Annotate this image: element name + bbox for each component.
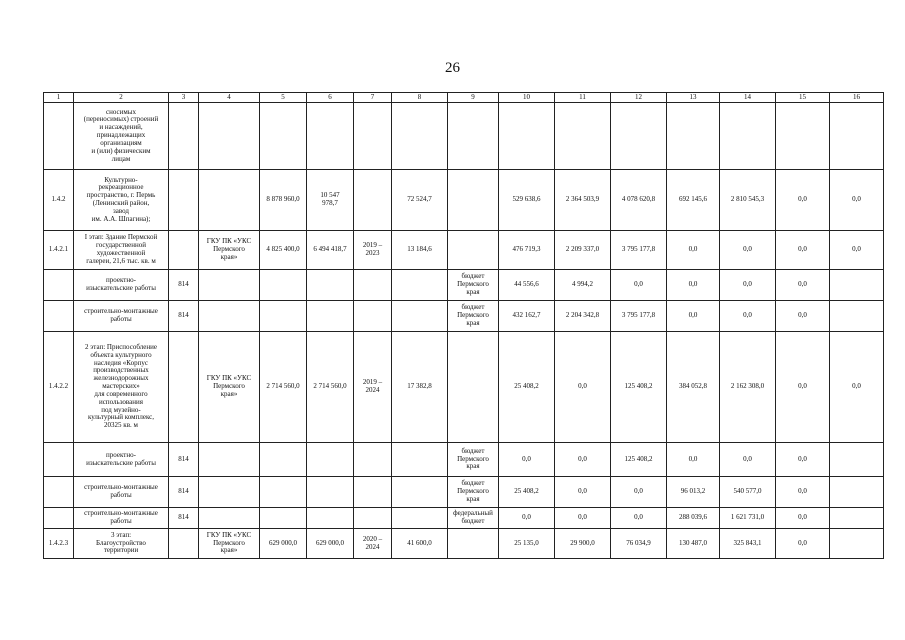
table-cell (720, 103, 776, 170)
table-cell (830, 270, 884, 301)
column-number: 7 (354, 93, 392, 103)
table-row (44, 231, 884, 270)
table-cell (307, 443, 354, 477)
table-cell (667, 103, 720, 170)
table-cell (260, 301, 307, 332)
budget-table (43, 92, 884, 559)
table-cell: 125 408,2 (611, 443, 667, 477)
table-cell: 432 162,7 (499, 301, 555, 332)
table-row (44, 508, 884, 529)
table-cell: 0,0 (720, 443, 776, 477)
item-code-cell (44, 270, 74, 301)
table-cell (830, 508, 884, 529)
table-cell: 0,0 (611, 477, 667, 508)
description-cell: сносимых (переносимых) строений и насаждений, принадлежащих организациям и (или) физическим лицам (74, 103, 169, 170)
table-cell (260, 477, 307, 508)
table-cell: 0,0 (555, 332, 611, 443)
table-cell: 0,0 (667, 301, 720, 332)
table-cell: 629 000,0 (260, 529, 307, 559)
table-cell (169, 332, 199, 443)
table-cell: 0,0 (776, 170, 830, 231)
table-cell (199, 477, 260, 508)
item-code-cell: 1.4.2.2 (44, 332, 74, 443)
item-code-cell (44, 477, 74, 508)
table-row (44, 170, 884, 231)
funding-source-cell: бюджет Пермского края (448, 270, 499, 301)
funding-source-cell: бюджет Пермского края (448, 443, 499, 477)
table-cell (499, 103, 555, 170)
table-cell: 2 162 308,0 (720, 332, 776, 443)
column-number: 6 (307, 93, 354, 103)
table-cell: 3 795 177,8 (611, 301, 667, 332)
table-cell: 13 184,6 (392, 231, 448, 270)
description-cell: Культурно- рекреационное пространство, г. Пермь (Ленинский район, завод им. А.А. Шпагина); (74, 170, 169, 231)
table-row (44, 301, 884, 332)
table-cell (354, 170, 392, 231)
column-number: 15 (776, 93, 830, 103)
table-row (44, 103, 884, 170)
description-cell: I этап: Здание Пермской государственной художественной галереи, 21,6 тыс. кв. м (74, 231, 169, 270)
table-cell (199, 103, 260, 170)
table-cell: 0,0 (555, 508, 611, 529)
table-cell (354, 477, 392, 508)
table-cell: 2 714 560,0 (307, 332, 354, 443)
funding-source-cell (448, 529, 499, 559)
column-number: 12 (611, 93, 667, 103)
table-cell: 2 209 337,0 (555, 231, 611, 270)
table-cell (354, 301, 392, 332)
table-cell: 0,0 (776, 301, 830, 332)
column-number: 1 (44, 93, 74, 103)
table-cell (169, 231, 199, 270)
table-cell: 0,0 (776, 443, 830, 477)
table-cell (260, 270, 307, 301)
funding-source-cell (448, 103, 499, 170)
table-cell: 2019 – 2023 (354, 231, 392, 270)
table-cell (392, 301, 448, 332)
table-cell (354, 103, 392, 170)
table-cell: 814 (169, 477, 199, 508)
table-cell: 0,0 (499, 443, 555, 477)
table-cell: 0,0 (555, 477, 611, 508)
table-cell: 0,0 (499, 508, 555, 529)
table-cell: 29 900,0 (555, 529, 611, 559)
table-cell (830, 103, 884, 170)
table-cell (830, 443, 884, 477)
table-cell: 0,0 (776, 529, 830, 559)
table-row (44, 443, 884, 477)
table-cell: 629 000,0 (307, 529, 354, 559)
table-cell: 2 714 560,0 (260, 332, 307, 443)
table-cell: 8 878 960,0 (260, 170, 307, 231)
table-cell (307, 508, 354, 529)
table-cell (307, 477, 354, 508)
funding-source-cell (448, 231, 499, 270)
table-cell: 814 (169, 508, 199, 529)
table-cell: 125 408,2 (611, 332, 667, 443)
description-cell: проектно- изыскательские работы (74, 270, 169, 301)
table-cell: ГКУ ПК «УКС Пермского края» (199, 231, 260, 270)
table-cell: 814 (169, 443, 199, 477)
column-number: 16 (830, 93, 884, 103)
table-row (44, 270, 884, 301)
table-cell (354, 443, 392, 477)
table-cell: 41 600,0 (392, 529, 448, 559)
table-cell: 25 408,2 (499, 477, 555, 508)
item-code-cell: 1.4.2.1 (44, 231, 74, 270)
description-cell: строительно-монтажные работы (74, 477, 169, 508)
description-cell: 3 этап: Благоустройство территории (74, 529, 169, 559)
table-cell: 0,0 (776, 231, 830, 270)
item-code-cell: 1.4.2 (44, 170, 74, 231)
table-cell (199, 508, 260, 529)
table-cell: 3 795 177,8 (611, 231, 667, 270)
column-number: 14 (720, 93, 776, 103)
table-cell: 0,0 (611, 270, 667, 301)
table-cell (611, 103, 667, 170)
table-cell: 0,0 (776, 477, 830, 508)
table-cell (392, 508, 448, 529)
table-cell: 72 524,7 (392, 170, 448, 231)
table-cell: 325 843,1 (720, 529, 776, 559)
table-cell: 0,0 (555, 443, 611, 477)
description-cell: проектно- изыскательские работы (74, 443, 169, 477)
table-cell (392, 477, 448, 508)
table-cell: 0,0 (830, 170, 884, 231)
table-cell (260, 443, 307, 477)
table-cell: 4 994,2 (555, 270, 611, 301)
table-cell (354, 270, 392, 301)
table-cell: 0,0 (830, 332, 884, 443)
description-cell: 2 этап: Приспособление объекта культурного наследия «Корпус производственных железнодорожных мастерских» для современного использования под музейно- культурный комплекс, 20325 кв. м (74, 332, 169, 443)
funding-source-cell: бюджет Пермского края (448, 301, 499, 332)
item-code-cell (44, 301, 74, 332)
table-cell: 529 638,6 (499, 170, 555, 231)
table-row (44, 529, 884, 559)
table-cell (776, 103, 830, 170)
column-number: 10 (499, 93, 555, 103)
table-cell: 2 810 545,3 (720, 170, 776, 231)
table-cell (169, 103, 199, 170)
table-cell: 0,0 (776, 270, 830, 301)
column-number: 13 (667, 93, 720, 103)
table-cell (169, 529, 199, 559)
item-code-cell: 1.4.2.3 (44, 529, 74, 559)
table-cell: 25 135,0 (499, 529, 555, 559)
table-cell: 0,0 (667, 443, 720, 477)
table-cell: 0,0 (611, 508, 667, 529)
table-cell (260, 103, 307, 170)
table-cell: 2019 – 2024 (354, 332, 392, 443)
table-cell: 0,0 (720, 231, 776, 270)
column-number-row (44, 93, 884, 103)
column-number: 5 (260, 93, 307, 103)
table-cell (354, 508, 392, 529)
table-cell: 692 145,6 (667, 170, 720, 231)
table-cell (260, 508, 307, 529)
table-cell (307, 301, 354, 332)
table-cell: 44 556,6 (499, 270, 555, 301)
table-cell: 0,0 (776, 508, 830, 529)
table-cell: 6 494 418,7 (307, 231, 354, 270)
funding-source-cell: федеральный бюджет (448, 508, 499, 529)
item-code-cell (44, 443, 74, 477)
table-row (44, 332, 884, 443)
table-cell: 384 052,8 (667, 332, 720, 443)
table-cell (307, 270, 354, 301)
table-cell: 2 204 342,8 (555, 301, 611, 332)
description-cell: строительно-монтажные работы (74, 508, 169, 529)
table-cell (392, 443, 448, 477)
table-cell (555, 103, 611, 170)
table-cell (169, 170, 199, 231)
table-cell (199, 443, 260, 477)
item-code-cell (44, 103, 74, 170)
funding-source-cell (448, 170, 499, 231)
table-cell: 4 078 620,8 (611, 170, 667, 231)
table-cell (830, 529, 884, 559)
table-cell: 25 408,2 (499, 332, 555, 443)
column-number: 11 (555, 93, 611, 103)
table-cell: 476 719,3 (499, 231, 555, 270)
table-cell (199, 301, 260, 332)
table-cell: 1 621 731,0 (720, 508, 776, 529)
column-number: 3 (169, 93, 199, 103)
table-cell: 2020 – 2024 (354, 529, 392, 559)
table-cell: ГКУ ПК «УКС Пермского края» (199, 529, 260, 559)
column-number: 4 (199, 93, 260, 103)
table-cell: 814 (169, 270, 199, 301)
table-cell: 4 825 400,0 (260, 231, 307, 270)
column-number: 2 (74, 93, 169, 103)
table-cell (392, 270, 448, 301)
table-cell: 10 547 978,7 (307, 170, 354, 231)
column-number: 9 (448, 93, 499, 103)
table-cell: 288 039,6 (667, 508, 720, 529)
table-cell: 0,0 (667, 270, 720, 301)
table-cell: 0,0 (720, 301, 776, 332)
item-code-cell (44, 508, 74, 529)
table-cell (199, 270, 260, 301)
table-cell (199, 170, 260, 231)
table-cell: ГКУ ПК «УКС Пермского края» (199, 332, 260, 443)
funding-source-cell: бюджет Пермского края (448, 477, 499, 508)
table-cell: 0,0 (720, 270, 776, 301)
table-cell: 540 577,0 (720, 477, 776, 508)
table-cell: 17 382,8 (392, 332, 448, 443)
table-cell: 76 034,9 (611, 529, 667, 559)
table-cell (830, 301, 884, 332)
table-cell (392, 103, 448, 170)
column-number: 8 (392, 93, 448, 103)
page-number: 26 (445, 60, 460, 76)
table-cell (307, 103, 354, 170)
funding-source-cell (448, 332, 499, 443)
table-cell: 0,0 (830, 231, 884, 270)
table-cell (830, 477, 884, 508)
table-row (44, 477, 884, 508)
table-cell: 0,0 (667, 231, 720, 270)
table-cell: 130 487,0 (667, 529, 720, 559)
description-cell: строительно-монтажные работы (74, 301, 169, 332)
table-cell: 0,0 (776, 332, 830, 443)
table-cell: 2 364 503,9 (555, 170, 611, 231)
table-cell: 814 (169, 301, 199, 332)
table-cell: 96 013,2 (667, 477, 720, 508)
